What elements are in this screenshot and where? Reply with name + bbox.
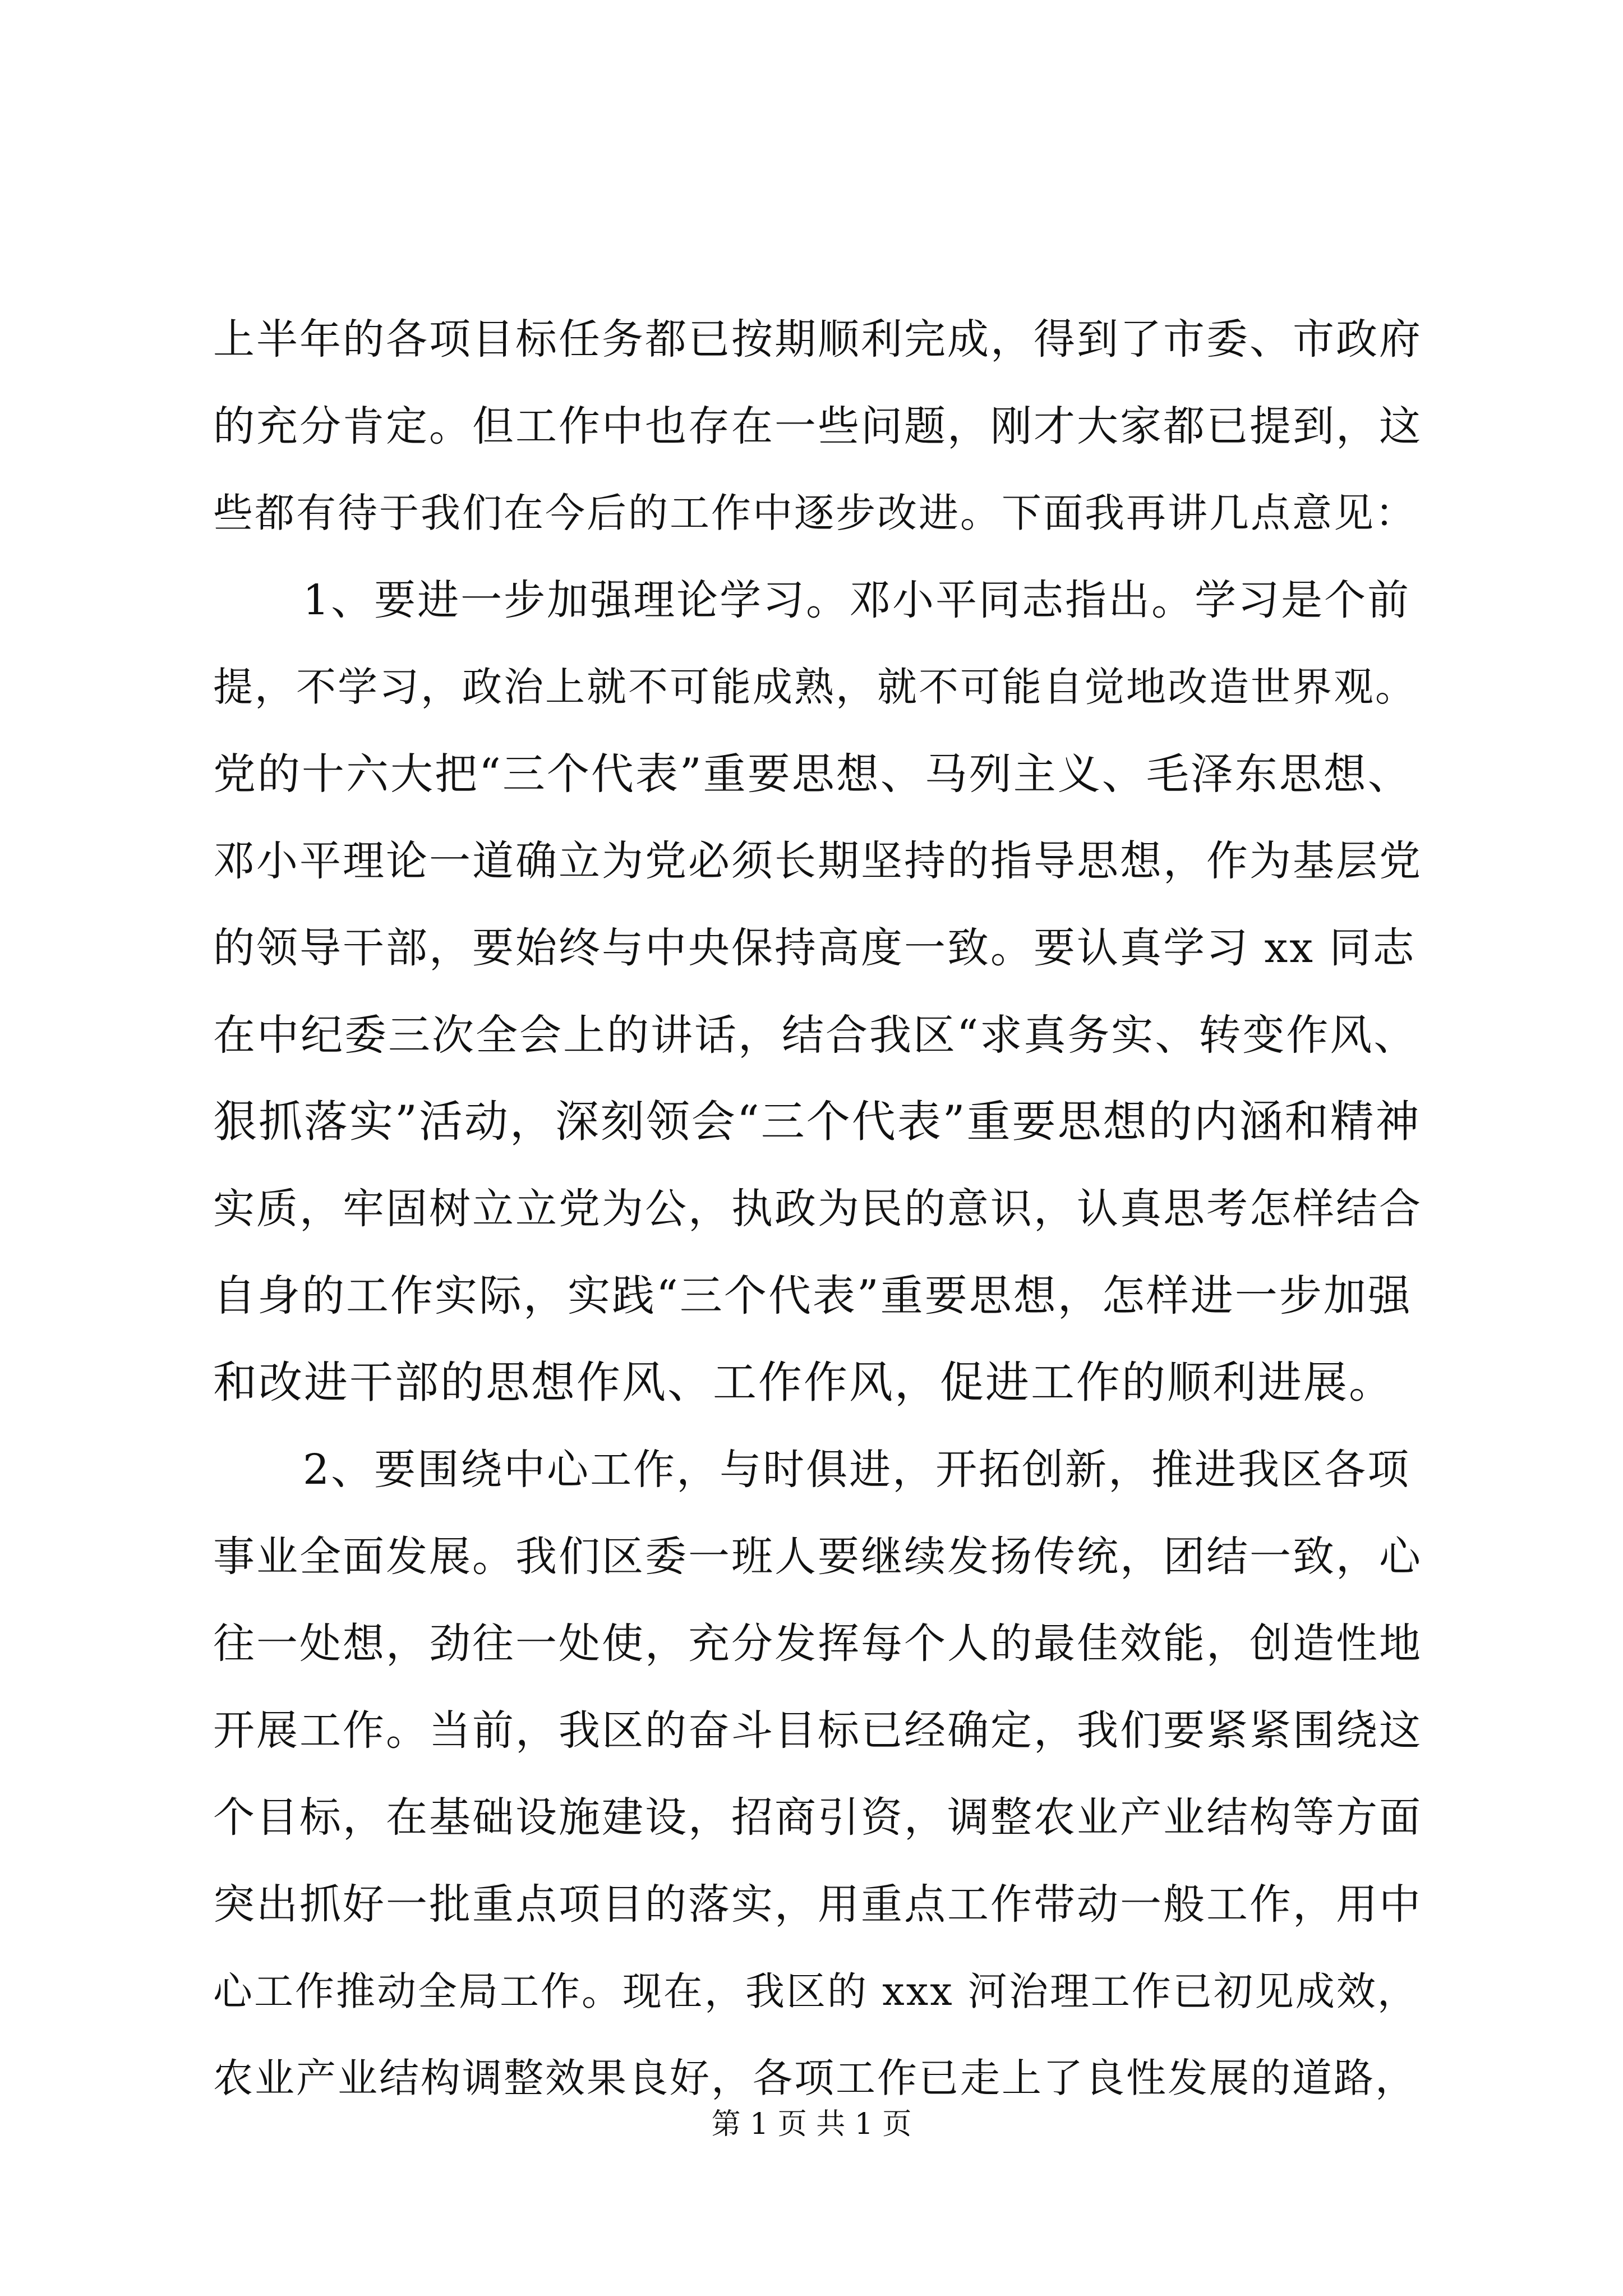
paragraph-2-first-line: 2、要围绕中心工作，与时俱进，开拓创新，推进我区各项 bbox=[303, 1446, 1411, 1494]
text-line: 的充分肯定。但工作中也存在一些问题，刚才大家都已提到，这 bbox=[213, 402, 1422, 450]
page-footer: 第 1 页 共 1 页 bbox=[711, 2108, 912, 2141]
text-line: 些都有待于我们在今后的工作中逐步改进。下面我再讲几点意见： bbox=[213, 490, 1417, 536]
text-line: 往一处想，劲往一处使，充分发挥每个人的最佳效能，创造性地 bbox=[213, 1619, 1422, 1668]
text-line: 实质，牢固树立立党为公，执政为民的意识，认真思考怎样结合 bbox=[213, 1185, 1422, 1233]
text-line: 在中纪委三次全会上的讲话，结合我区“求真务实、转变作风、 bbox=[213, 1010, 1418, 1060]
text-line: 突出抓好一批重点项目的落实，用重点工作带动一般工作，用中 bbox=[213, 1880, 1422, 1929]
text-line: 个目标，在基础设施建设，招商引资，调整农业产业结构等方面 bbox=[213, 1793, 1422, 1842]
text-line: 自身的工作实际，实践“三个代表”重要思想，怎样进一步加强 bbox=[213, 1271, 1412, 1320]
paragraph-1-first-line: 1、要进一步加强理论学习。邓小平同志指出。学习是个前 bbox=[303, 576, 1411, 624]
text-line: 提，不学习，政治上就不可能成熟，就不可能自觉地改造世界观。 bbox=[213, 664, 1417, 710]
text-line: 和改进干部的思想作风、工作作风，促进工作的顺利进展。 bbox=[213, 1358, 1395, 1408]
text-line: 上半年的各项目标任务都已按期顺利完成，得到了市委、市政府 bbox=[213, 315, 1422, 364]
text-line: 党的十六大把“三个代表”重要思想、马列主义、毛泽东思想、 bbox=[213, 749, 1412, 799]
text-line: 开展工作。当前，我区的奋斗目标已经确定，我们要紧紧围绕这 bbox=[213, 1706, 1422, 1755]
text-line: 事业全面发展。我们区委一班人要继续发扬传统，团结一致，心 bbox=[213, 1533, 1422, 1581]
text-line: 邓小平理论一道确立为党必须长期坚持的指导思想，作为基层党 bbox=[213, 837, 1422, 885]
text-line: 心工作推动全局工作。现在，我区的 xxx 河治理工作已初见成效， bbox=[213, 1968, 1418, 2014]
text-line: 农业产业结构调整效果良好，各项工作已走上了良性发展的道路， bbox=[213, 2055, 1417, 2101]
text-line: 的领导干部，要始终与中央保持高度一致。要认真学习 xx 同志 bbox=[213, 924, 1416, 972]
text-line: 狠抓落实”活动，深刻领会“三个代表”重要思想的内涵和精神 bbox=[213, 1097, 1421, 1147]
